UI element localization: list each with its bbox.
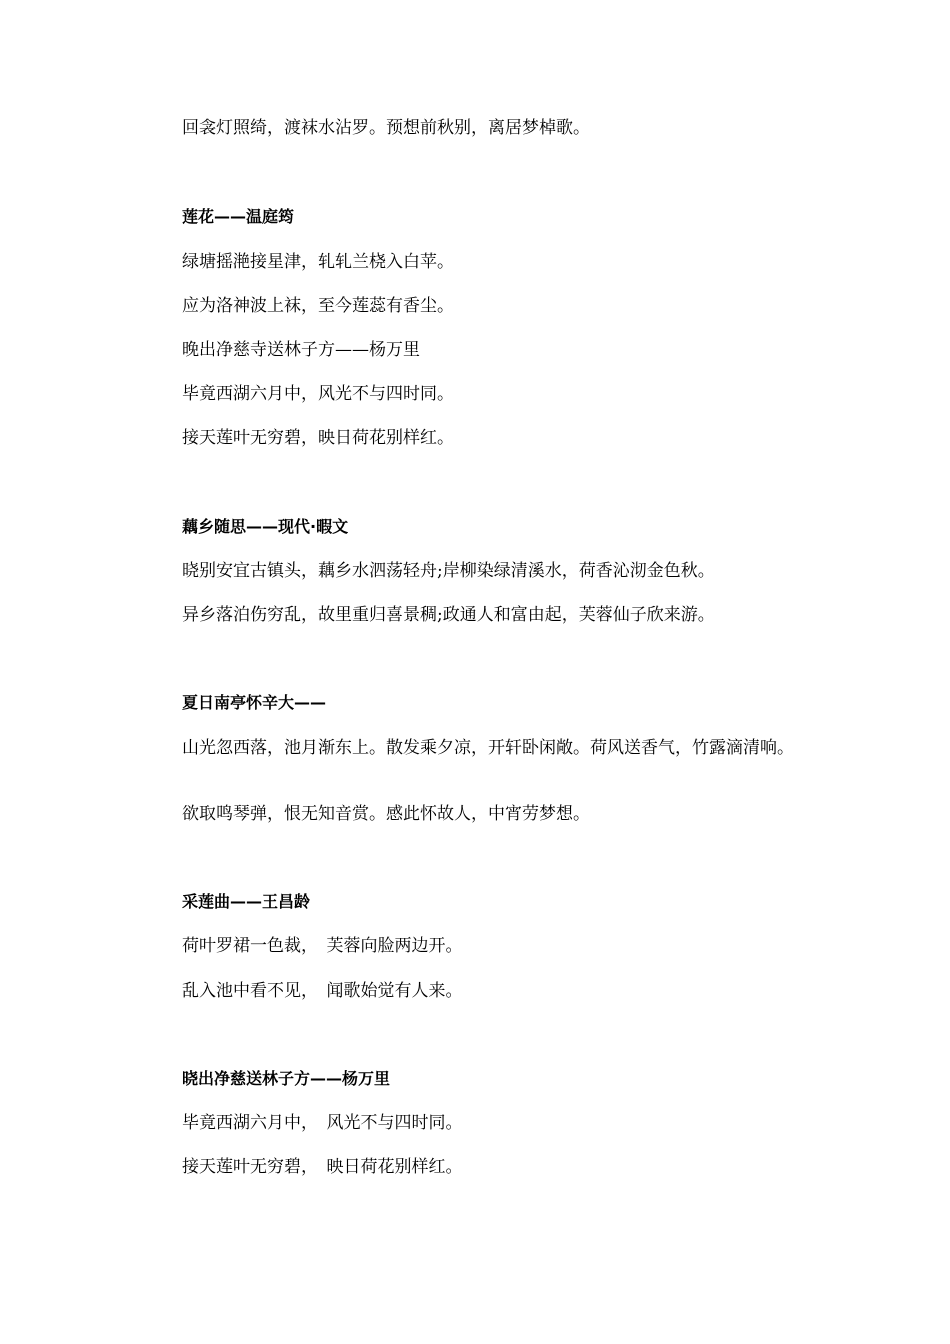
poem-line: 毕竟西湖六月中， 风光不与四时同。 (182, 1113, 463, 1133)
poem-title: 莲花——温庭筠 (182, 207, 295, 226)
poem-line: 乱入池中看不见， 闻歌始觉有人来。 (182, 981, 463, 1001)
poem-line: 绿塘摇滟接星津，轧轧兰桡入白苹。 (182, 252, 454, 272)
poem-title: 藕乡随思——现代·暇文 (182, 517, 349, 536)
poem-line: 毕竟西湖六月中，风光不与四时同。 (182, 384, 454, 404)
poem-line: 接天莲叶无穷碧，映日荷花别样红。 (182, 428, 454, 448)
poem-title: 晓出净慈送林子方——杨万里 (182, 1069, 391, 1088)
intro-line: 回衾灯照绮，渡袜水沾罗。预想前秋别，离居梦棹歌。 (182, 118, 590, 138)
poem-title: 采莲曲——王昌龄 (182, 892, 311, 911)
poem-line: 荷叶罗裙一色裁， 芙蓉向脸两边开。 (182, 936, 463, 956)
poem-line: 接天莲叶无穷碧， 映日荷花别样红。 (182, 1157, 463, 1177)
poem-line: 应为洛神波上袜，至今莲蕊有香尘。 (182, 296, 454, 316)
poem-line: 异乡落泊伤穷乱，故里重归喜景稠;政通人和富由起，芙蓉仙子欣来游。 (182, 605, 715, 625)
poem-line: 欲取鸣琴弹，恨无知音赏。感此怀故人，中宵劳梦想。 (182, 804, 590, 824)
poem-line: 晚出净慈寺送林子方——杨万里 (182, 340, 420, 360)
poem-line: 晓别安宜古镇头，藕乡水泗荡轻舟;岸柳染绿清溪水，荷香沁沏金色秋。 (182, 561, 715, 581)
poem-title: 夏日南亭怀辛大—— (182, 693, 327, 712)
poem-line-wrapped: 山光忽西落，池月渐东上。散发乘夕凉，开轩卧闲敞。荷风送香气，竹露滴清响。 (182, 738, 794, 758)
